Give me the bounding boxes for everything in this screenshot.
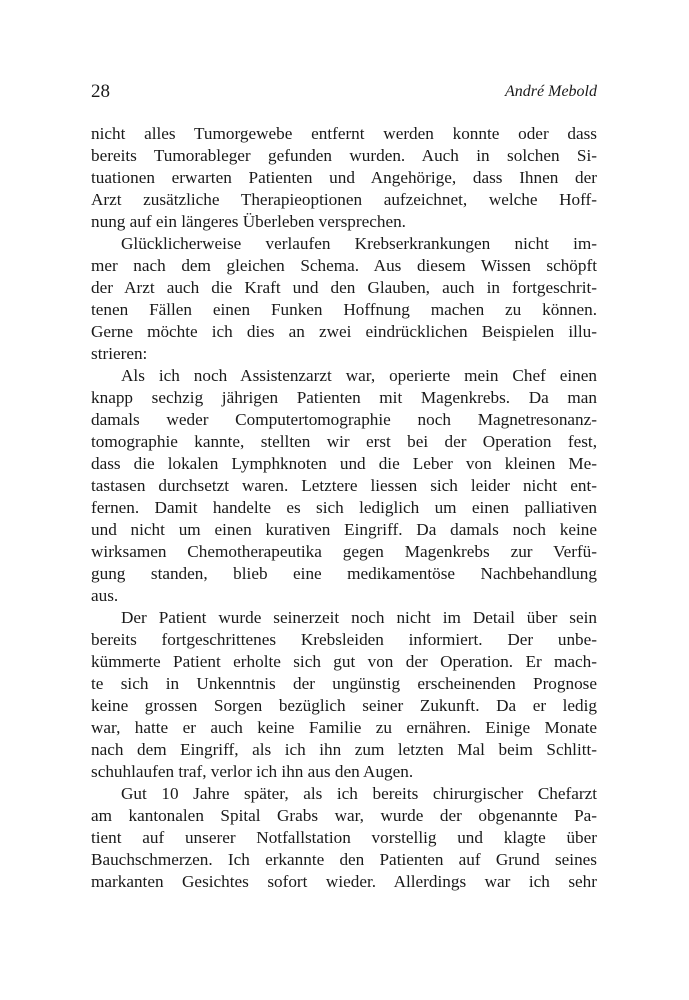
text-line: Gut 10 Jahre später, als ich bereits chirurgischer Chefarzt	[121, 784, 597, 803]
text-line: kümmerte Patient erholte sich gut von der Operation. Er mach-	[91, 652, 597, 671]
text-line: aus.	[91, 586, 119, 605]
text-line: dass die lokalen Lymphknoten und die Leber von kleinen Me-	[91, 454, 597, 473]
text-line: wirksamen Chemotherapeutika gegen Magenkrebs zur Verfü-	[91, 542, 597, 561]
text-line: strieren:	[91, 344, 148, 363]
text-line: Glücklicherweise verlaufen Krebserkrankungen nicht im-	[121, 234, 597, 253]
text-line: bereits Tumorableger gefunden wurden. Auch in solchen Si-	[91, 146, 597, 165]
page-header	[91, 80, 597, 104]
text-line: und nicht um einen kurativen Eingriff. Da damals noch keine	[91, 520, 597, 539]
text-line: der Arzt auch die Kraft und den Glauben, auch in fortgeschrit-	[91, 278, 597, 297]
text-line: Als ich noch Assistenzarzt war, operierte mein Chef einen	[121, 366, 597, 385]
text-line: nicht alles Tumorgewebe entfernt werden konnte oder dass	[91, 124, 597, 143]
text-line: war, hatte er auch keine Familie zu ernähren. Einige Monate	[91, 718, 597, 737]
text-line: am kantonalen Spital Grabs war, wurde der obgenannte Pa-	[91, 806, 597, 825]
text-line: Arzt zusätzliche Therapieoptionen aufzeichnet, welche Hoff-	[91, 190, 597, 209]
text-line: damals weder Computertomographie noch Magnetresonanz-	[91, 410, 597, 429]
text-line: fernen. Damit handelte es sich lediglich um einen palliativen	[91, 498, 597, 517]
text-line: nung auf ein längeres Überleben versprechen.	[91, 212, 406, 231]
text-line: Bauchschmerzen. Ich erkannte den Patienten auf Grund seines	[91, 850, 597, 869]
text-line: Gerne möchte ich dies an zwei eindrücklichen Beispielen illu-	[91, 322, 597, 341]
page-number: 28	[91, 81, 110, 102]
text-line: markanten Gesichtes sofort wieder. Allerdings war ich sehr	[91, 872, 597, 891]
text-line: tomographie kannte, stellten wir erst bei der Operation fest,	[91, 432, 597, 451]
paragraph	[91, 365, 597, 607]
text-line: Der Patient wurde seinerzeit noch nicht im Detail über sein	[121, 608, 597, 627]
text-line: schuhlaufen traf, verlor ich ihn aus den Augen.	[91, 762, 414, 781]
text-line: tenen Fällen einen Funken Hoffnung machen zu können.	[91, 300, 597, 319]
text-line: tient auf unserer Notfallstation vorstellig und klagte über	[91, 828, 597, 847]
text-line: knapp sechzig jährigen Patienten mit Magenkrebs. Da man	[91, 388, 597, 407]
text-line: nach dem Eingriff, als ich ihn zum letzten Mal beim Schlitt-	[91, 740, 597, 759]
text-line: te sich in Unkenntnis der ungünstig erscheinenden Prognose	[91, 674, 597, 693]
paragraph	[91, 783, 597, 893]
text-line: tastasen durchsetzt waren. Letztere liessen sich leider nicht ent-	[91, 476, 597, 495]
body-text	[91, 123, 597, 893]
text-line: keine grossen Sorgen bezüglich seiner Zukunft. Da er ledig	[91, 696, 597, 715]
text-line: bereits fortgeschrittenes Krebsleiden informiert. Der unbe-	[91, 630, 597, 649]
paragraph	[91, 233, 597, 365]
text-line: mer nach dem gleichen Schema. Aus diesem Wissen schöpft	[91, 256, 597, 275]
paragraph	[91, 607, 597, 783]
text-line: tuationen erwarten Patienten und Angehörige, dass Ihnen der	[91, 168, 597, 187]
text-line: gung standen, blieb eine medikamentöse Nachbehandlung	[91, 564, 597, 583]
running-head-author: André Mebold	[505, 83, 597, 100]
paragraph	[91, 123, 597, 233]
